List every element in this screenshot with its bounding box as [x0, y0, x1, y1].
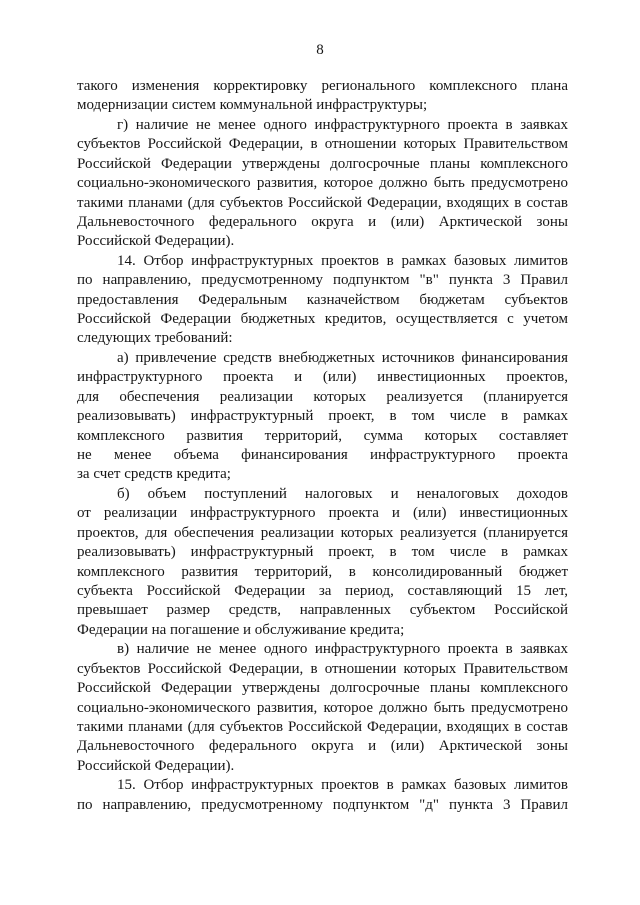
- document-body: [77, 77, 568, 815]
- text-line: превышает размер средств, направленных субъектом Российской: [77, 602, 568, 619]
- text-line: б) объем поступлений налоговых и неналоговых доходов: [117, 485, 568, 502]
- text-line: субъекта Российской Федерации за период, составляющий 15 лет,: [77, 582, 568, 599]
- text-line: социально-экономического развития, которое должно быть предусмотрено: [77, 699, 568, 716]
- text-line: 15. Отбор инфраструктурных проектов в рамках базовых лимитов: [117, 777, 568, 794]
- subparagraph-v: [77, 640, 568, 776]
- text-line: реализовывать) инфраструктурный проект, в том числе в рамках: [77, 544, 568, 561]
- text-line: Российской Федерации).: [77, 757, 235, 774]
- subparagraph-b: [77, 485, 568, 640]
- text-line: Российской Федерации утверждены долгосрочные планы комплексного: [77, 155, 568, 172]
- text-line: 14. Отбор инфраструктурных проектов в рамках базовых лимитов: [117, 252, 568, 269]
- subparagraph-a: [77, 349, 568, 485]
- paragraph-continuation: [77, 77, 568, 116]
- text-line: социально-экономического развития, которое должно быть предусмотрено: [77, 175, 568, 192]
- text-line: реализовывать) инфраструктурный проект, в том числе в рамках: [77, 408, 568, 425]
- text-line: предоставления Федеральным казначейством бюджетам субъектов: [77, 291, 568, 308]
- paragraph-15: [77, 776, 568, 815]
- text-line: Дальневосточного федерального округа и (или) Арктической зоны: [77, 738, 568, 755]
- subparagraph-g: [77, 116, 568, 252]
- text-line: субъектов Российской Федерации, в отношении которых Правительством: [77, 660, 568, 677]
- text-line: не менее объема финансирования инфраструктурного проекта: [77, 447, 568, 464]
- page-number: 8: [316, 42, 324, 58]
- text-line: за счет средств кредита;: [77, 466, 231, 483]
- text-line: Федерации на погашение и обслуживание кредита;: [77, 621, 405, 638]
- text-line: в) наличие не менее одного инфраструктурного проекта в заявках: [117, 641, 568, 658]
- text-line: инфраструктурного проекта и (или) инвестиционных проектов,: [77, 369, 568, 386]
- text-line: Российской Федерации утверждены долгосрочные планы комплексного: [77, 680, 568, 697]
- text-line: такими планами (для субъектов Российской Федерации, входящих в состав: [77, 718, 568, 735]
- text-line: г) наличие не менее одного инфраструктурного проекта в заявках: [117, 116, 568, 133]
- text-line: для обеспечения реализации которых реализуется (планируется: [77, 388, 568, 405]
- text-line: проектов, для обеспечения реализации которых реализуется (планируется: [77, 524, 568, 541]
- text-line: такого изменения корректировку регионального комплексного плана: [77, 78, 568, 94]
- paragraph-14: [77, 252, 568, 349]
- text-line: Российской Федерации).: [77, 233, 235, 250]
- text-line: модернизации систем коммунальной инфраструктуры;: [77, 97, 428, 114]
- text-line: такими планами (для субъектов Российской Федерации, входящих в состав: [77, 194, 568, 211]
- text-line: Дальневосточного федерального округа и (или) Арктической зоны: [77, 213, 568, 230]
- text-line: Российской Федерации бюджетных кредитов, осуществляется с учетом: [77, 311, 568, 328]
- text-line: по направлению, предусмотренному подпунктом "в" пункта 3 Правил: [77, 272, 568, 289]
- text-line: субъектов Российской Федерации, в отношении которых Правительством: [77, 136, 568, 153]
- text-line: а) привлечение средств внебюджетных источников финансирования: [117, 349, 568, 366]
- text-line: по направлению, предусмотренному подпунктом "д" пункта 3 Правил: [77, 796, 568, 813]
- text-line: от реализации инфраструктурного проекта и (или) инвестиционных: [77, 505, 568, 522]
- text-line: комплексного развития территорий, в консолидированный бюджет: [77, 563, 568, 580]
- text-line: комплексного развития территорий, сумма которых составляет: [77, 427, 568, 444]
- text-line: следующих требований:: [77, 330, 233, 347]
